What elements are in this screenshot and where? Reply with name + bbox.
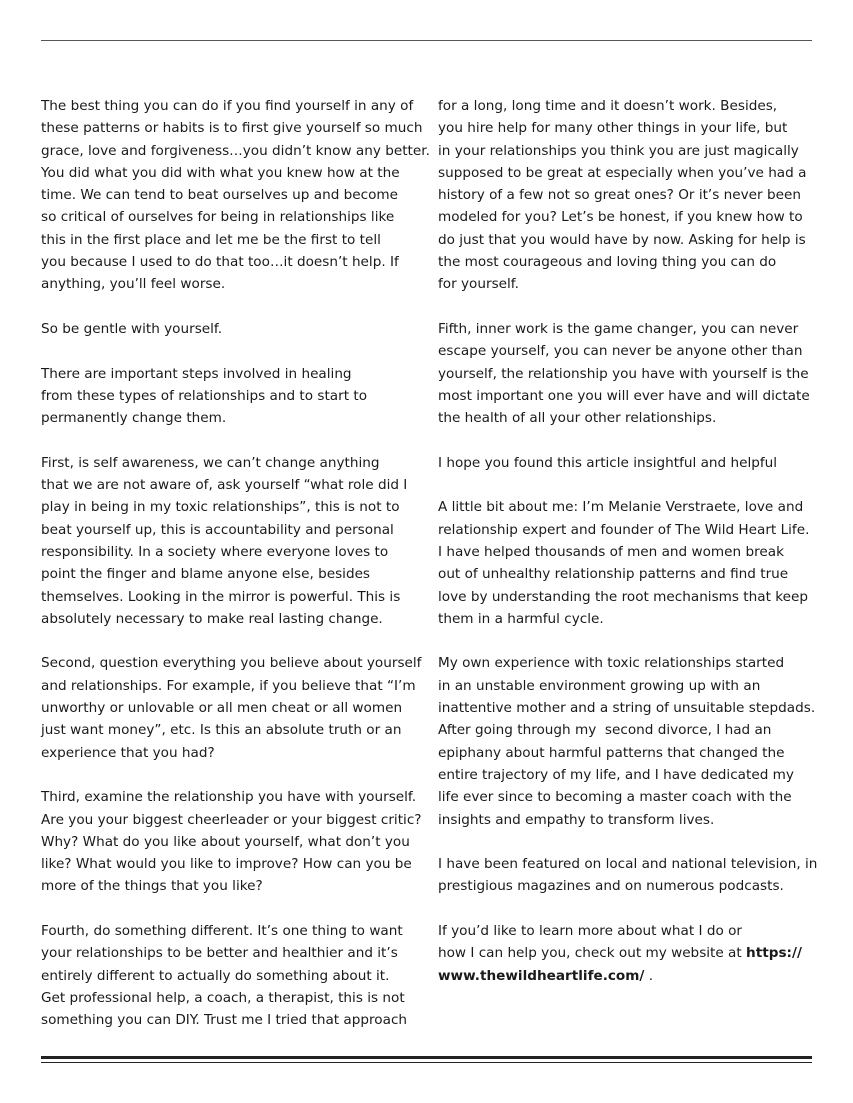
text-line: for yourself.: [438, 276, 519, 293]
text-line: that we are not aware of, ask yourself “what role did I: [41, 477, 408, 494]
text-line: permanently change them.: [41, 410, 227, 427]
text-line: something you can DIY. Trust me I tried that approach: [41, 1012, 408, 1029]
website-end-punctuation: .: [644, 967, 654, 984]
text-line: play in being in my toxic relationships”, this is not to: [41, 499, 400, 516]
text-line: grace, love and forgiveness…you didn’t know any better.: [41, 142, 430, 159]
text-line: unworthy or unlovable or all men cheat or all women: [41, 700, 403, 717]
bottom-rule-thick: [41, 1056, 812, 1059]
paragraph-featured: [438, 853, 818, 898]
text-line: do just that you would have by now. Asking for help is: [438, 231, 806, 248]
text-line: most important one you will ever have and will dictate: [438, 387, 810, 404]
text-line: My own experience with toxic relationships started: [438, 655, 785, 672]
paragraph-about-me: [438, 496, 818, 630]
left-column: [41, 95, 430, 1031]
text-line: the health of all your other relationships.: [438, 410, 717, 427]
paragraph-fourth-step: [41, 920, 421, 1031]
text-line: love by understanding the root mechanisms that keep: [438, 588, 808, 605]
paragraph-fifth-step: [438, 318, 818, 429]
text-line: I hope you found this article insightful and helpful: [438, 454, 778, 471]
text-line: prestigious magazines and on numerous podcasts.: [438, 878, 784, 895]
text-line: entire trajectory of my life, and I have dedicated my: [438, 766, 794, 783]
text-line: more of the things that you like?: [41, 878, 263, 895]
text-line: So be gentle with yourself.: [41, 320, 223, 337]
text-line: relationship expert and founder of The Wild Heart Life.: [438, 521, 810, 538]
text-line: so critical of ourselves for being in relationships like: [41, 209, 395, 226]
text-line: You did what you did with what you knew how at the: [41, 164, 400, 181]
text-line: If you’d like to learn more about what I do or: [438, 922, 743, 939]
text-line: in your relationships you think you are just magically: [438, 142, 799, 159]
paragraph-third-step: [41, 786, 421, 897]
text-line: Are you your biggest cheerleader or your biggest critic?: [41, 811, 422, 828]
text-line: these patterns or habits is to first give yourself so much: [41, 120, 423, 137]
text-line: and relationships. For example, if you believe that “I’m: [41, 677, 416, 694]
paragraph-hope: [438, 452, 818, 474]
text-line: Second, question everything you believe about yourself: [41, 655, 422, 672]
paragraph-first-step: [41, 452, 421, 630]
text-line: you because I used to do that too…it doesn’t help. If: [41, 254, 399, 271]
text-line: Fifth, inner work is the game changer, you can never: [438, 320, 799, 337]
text-line: history of a few not so great ones? Or it’s never been: [438, 187, 801, 204]
paragraph-website: [438, 920, 818, 987]
text-line: I have been featured on local and national television, in: [438, 856, 818, 873]
text-line: inattentive mother and a string of unsuitable stepdads.: [438, 700, 816, 717]
right-column: [438, 95, 818, 987]
text-line: just want money”, etc. Is this an absolute truth or an: [41, 722, 402, 739]
text-line: Third, examine the relationship you have with yourself.: [41, 789, 417, 806]
text-line: insights and empathy to transform lives.: [438, 811, 715, 828]
text-line: Fourth, do something different. It’s one thing to want: [41, 922, 403, 939]
paragraph-own-experience: [438, 652, 818, 830]
text-line: them in a harmful cycle.: [438, 610, 604, 627]
website-link-part1[interactable]: https://: [746, 945, 802, 962]
paragraph-healing-steps: [41, 363, 421, 430]
text-line: yourself, the relationship you have with yourself is the: [438, 365, 809, 382]
text-line: life ever since to becoming a master coach with the: [438, 789, 792, 806]
text-line: time. We can tend to beat ourselves up and become: [41, 187, 399, 204]
text-line: [438, 942, 818, 964]
text-line: from these types of relationships and to start to: [41, 387, 368, 404]
text-line: modeled for you? Let’s be honest, if you knew how to: [438, 209, 803, 226]
text-line: like? What would you like to improve? How can you be: [41, 856, 412, 873]
text-line: escape yourself, you can never be anyone other than: [438, 343, 803, 360]
text-line: supposed to be great at especially when you’ve had a: [438, 164, 807, 181]
bottom-rule-thin: [41, 1062, 812, 1063]
text-line: entirely different to actually do something about it.: [41, 967, 390, 984]
text-line: epiphany about harmful patterns that changed the: [438, 744, 785, 761]
text-line: your relationships to be better and healthier and it’s: [41, 945, 398, 962]
paragraph-be-gentle: [41, 318, 421, 340]
paragraph-second-step: [41, 652, 421, 763]
paragraph-fourth-step-continued: [438, 95, 818, 296]
text-line: The best thing you can do if you find yourself in any of: [41, 98, 414, 114]
text-line: themselves. Looking in the mirror is powerful. This is: [41, 588, 401, 605]
text-line: Get professional help, a coach, a therapist, this is not: [41, 989, 405, 1006]
text-line: point the finger and blame anyone else, besides: [41, 566, 371, 583]
text-line: the most courageous and loving thing you can do: [438, 254, 777, 271]
paragraph-forgiveness: [41, 95, 430, 296]
text-line: Why? What do you like about yourself, what don’t you: [41, 833, 410, 850]
website-link-part2[interactable]: www.thewildheartlife.com/: [438, 967, 645, 984]
text-line: anything, you’ll feel worse.: [41, 276, 226, 293]
website-intro-text: how I can help you, check out my website at: [438, 945, 747, 962]
text-line: absolutely necessary to make real lasting change.: [41, 610, 383, 627]
text-line: this in the first place and let me be the first to tell: [41, 231, 381, 248]
text-line: out of unhealthy relationship patterns and find true: [438, 566, 789, 583]
text-line: [438, 965, 818, 987]
text-line: experience that you had?: [41, 744, 215, 761]
top-rule: [41, 40, 812, 41]
text-line: After going through my second divorce, I had an: [438, 722, 772, 739]
text-line: First, is self awareness, we can’t change anything: [41, 454, 380, 471]
text-line: you hire help for many other things in your life, but: [438, 120, 788, 137]
text-line: I have helped thousands of men and women break: [438, 543, 784, 560]
text-line: in an unstable environment growing up with an: [438, 677, 761, 694]
text-line: responsibility. In a society where everyone loves to: [41, 543, 389, 560]
text-line: There are important steps involved in healing: [41, 365, 352, 382]
text-line: for a long, long time and it doesn’t work. Besides,: [438, 98, 778, 114]
text-line: A little bit about me: I’m Melanie Verstraete, love and: [438, 499, 804, 516]
text-line: beat yourself up, this is accountability and personal: [41, 521, 394, 538]
